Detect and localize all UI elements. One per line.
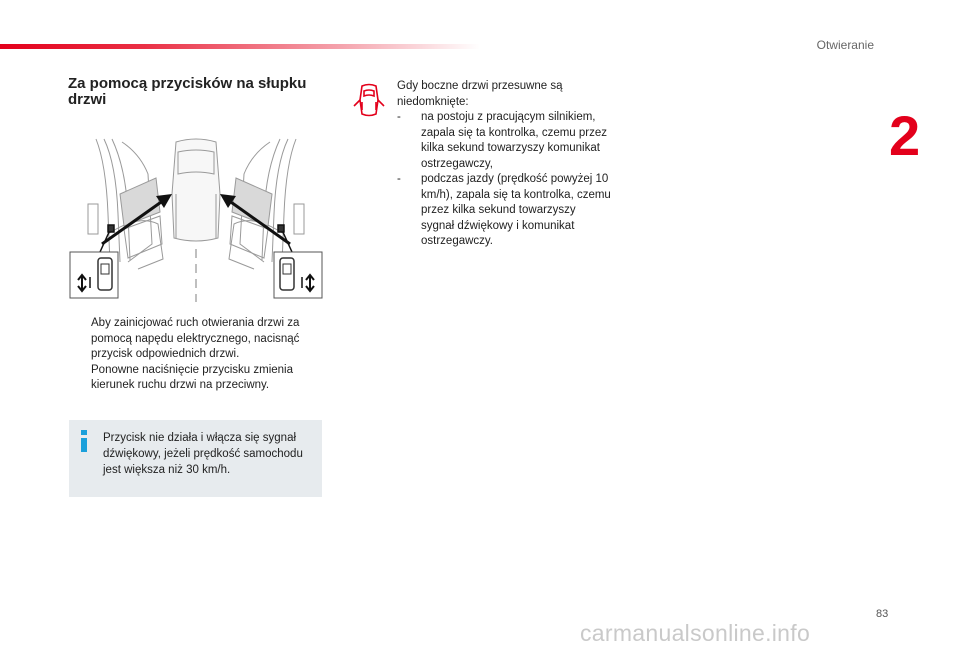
info-text: Przycisk nie działa i włącza się sygnał dźwiękowy, jeżeli prędkość samochodu jest większa niż 30 km/h. bbox=[103, 432, 303, 476]
chapter-title: Otwieranie bbox=[816, 38, 874, 52]
list-item-text: na postoju z pracującym silnikiem, zapala się ta kontrolka, czemu przez kilka sekund towarzyszy komunikat ostrzegawczy, bbox=[421, 111, 608, 170]
list-item bbox=[397, 172, 612, 250]
list-item bbox=[68, 363, 330, 394]
page-number: 83 bbox=[876, 608, 889, 620]
list-item bbox=[397, 110, 612, 172]
chapter-number: 2 bbox=[889, 104, 921, 167]
list-item-text: Ponowne naciśnięcie przycisku zmienia kierunek ruchu drzwi na przeciwny. bbox=[91, 363, 293, 391]
header-accent-bar bbox=[0, 44, 480, 49]
section-heading: Za pomocą przycisków na słupku drzwi bbox=[68, 75, 307, 108]
list-item-text: podczas jazdy (prędkość powyżej 10 km/h), zapala się ta kontrolka, czemu przez kilka sekund towarzyszy sygnał dźwiękowy i komunikat ostrzegawczy. bbox=[421, 173, 611, 247]
list-dash: - bbox=[397, 173, 401, 185]
list-item bbox=[68, 316, 330, 363]
door-open-warning-icon bbox=[352, 82, 386, 118]
warning-intro: Gdy boczne drzwi przesuwne są niedomknięte: bbox=[397, 80, 563, 108]
sliding-door-illustration bbox=[68, 134, 324, 304]
list-dash: - bbox=[397, 111, 401, 123]
watermark: carmanualsonline.info bbox=[580, 620, 811, 646]
info-box bbox=[69, 420, 322, 497]
info-icon bbox=[79, 430, 89, 452]
list-item-text: Aby zainicjować ruch otwierania drzwi za pomocą napędu elektrycznego, nacisnąć przycisk odpowiednich drzwi. bbox=[91, 317, 300, 360]
warning-description bbox=[397, 79, 612, 250]
instruction-list bbox=[68, 316, 330, 394]
